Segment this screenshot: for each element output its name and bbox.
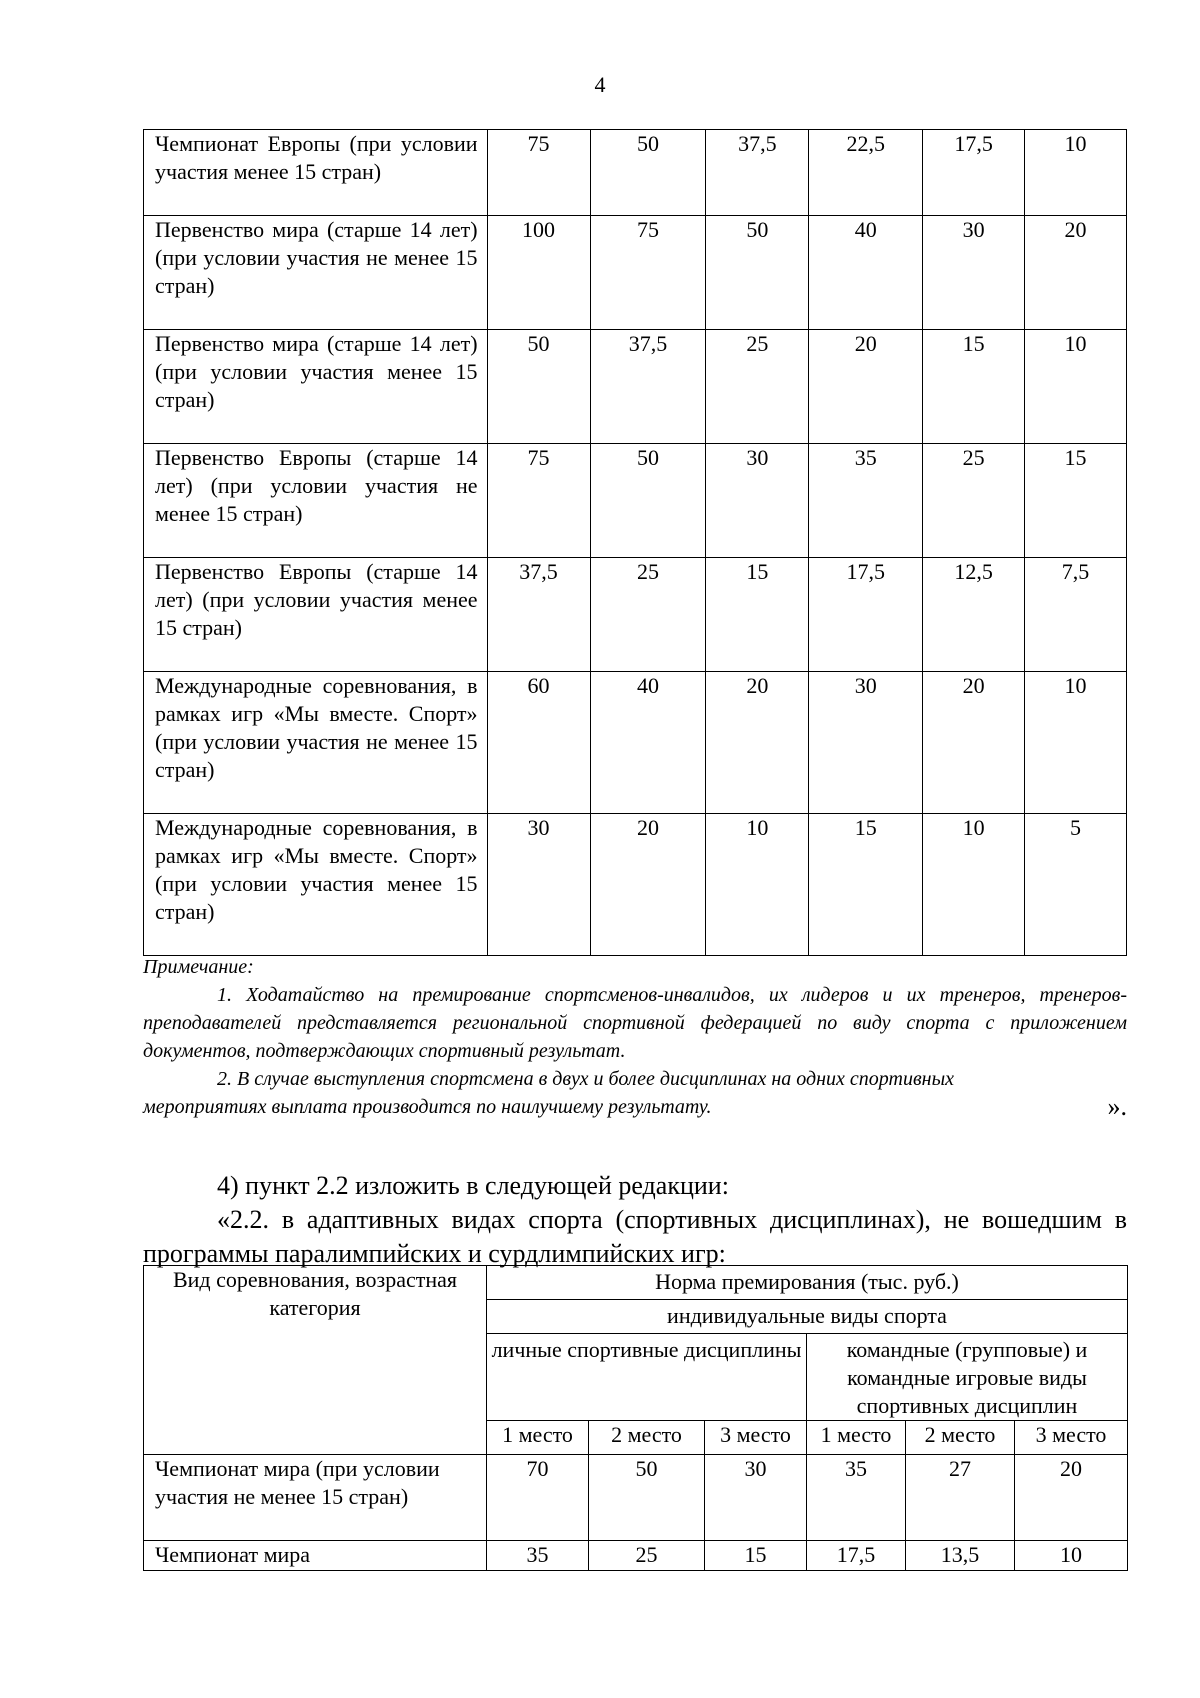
table-row	[144, 814, 1127, 956]
row-label: Международные соревнования, в рамках игр «Мы вместе. Спорт» (при условии участия менее 15 стран)	[144, 814, 488, 956]
value-cell: 70	[487, 1455, 589, 1541]
value-cell: 40	[809, 216, 923, 330]
header-place: 2 место	[589, 1421, 705, 1455]
header-team: командные (групповые) и командные игровые виды спортивных дисциплин	[807, 1334, 1128, 1421]
value-cell: 20	[590, 814, 706, 956]
value-cell: 13,5	[906, 1541, 1015, 1571]
header-competition: Вид соревнования, возрастная категория	[144, 1266, 487, 1455]
header-place: 2 место	[906, 1421, 1015, 1455]
header-norm: Норма премирования (тыс. руб.)	[487, 1266, 1128, 1300]
table-row	[144, 216, 1127, 330]
row-label: Чемпионат мира (при условии участия не менее 15 стран)	[144, 1455, 487, 1541]
header-individual: индивидуальные виды спорта	[487, 1300, 1128, 1334]
award-table-continued	[143, 129, 1127, 956]
row-label: Первенство Европы (старше 14 лет) (при условии участия менее 15 стран)	[144, 558, 488, 672]
note-item-2-line-1: 2. В случае выступления спортсмена в двух и более дисциплинах на одних спортивных	[217, 1068, 954, 1090]
value-cell: 30	[809, 672, 923, 814]
value-cell: 17,5	[807, 1541, 906, 1571]
value-cell: 15	[1025, 444, 1127, 558]
value-cell: 50	[487, 330, 590, 444]
value-cell: 25	[589, 1541, 705, 1571]
value-cell: 17,5	[923, 130, 1025, 216]
table-row	[144, 130, 1127, 216]
header-place: 3 место	[705, 1421, 807, 1455]
header-place: 1 место	[807, 1421, 906, 1455]
value-cell: 30	[706, 444, 809, 558]
value-cell: 15	[705, 1541, 807, 1571]
value-cell: 7,5	[1025, 558, 1127, 672]
value-cell: 20	[1025, 216, 1127, 330]
value-cell: 15	[809, 814, 923, 956]
value-cell: 50	[706, 216, 809, 330]
value-cell: 10	[706, 814, 809, 956]
paragraph-clause: «2.2. в адаптивных видах спорта (спортивных дисциплинах), не вошедшим в программы паралимпийских и сурдлимпийских игр:	[143, 1205, 1127, 1268]
table-row	[144, 444, 1127, 558]
value-cell: 12,5	[923, 558, 1025, 672]
paragraph-amendment: 4) пункт 2.2 изложить в следующей редакции:	[217, 1171, 729, 1200]
value-cell: 10	[1015, 1541, 1128, 1571]
row-label: Чемпионат мира	[144, 1541, 487, 1571]
value-cell: 60	[487, 672, 590, 814]
value-cell: 35	[807, 1455, 906, 1541]
header-place: 1 место	[487, 1421, 589, 1455]
row-label: Первенство мира (старше 14 лет) (при условии участия не менее 15 стран)	[144, 216, 488, 330]
row-label: Чемпионат Европы (при условии участия менее 15 стран)	[144, 130, 488, 216]
value-cell: 27	[906, 1455, 1015, 1541]
value-cell: 10	[1025, 330, 1127, 444]
value-cell: 75	[487, 444, 590, 558]
closing-quote: ».	[1107, 1092, 1127, 1121]
header-place: 3 место	[1015, 1421, 1128, 1455]
value-cell: 10	[1025, 130, 1127, 216]
value-cell: 35	[487, 1541, 589, 1571]
value-cell: 25	[590, 558, 706, 672]
page-number: 4	[594, 72, 606, 97]
value-cell: 20	[706, 672, 809, 814]
table-row	[144, 330, 1127, 444]
value-cell: 37,5	[706, 130, 809, 216]
row-label: Международные соревнования, в рамках игр «Мы вместе. Спорт» (при условии участия не менее 15 стран)	[144, 672, 488, 814]
value-cell: 20	[809, 330, 923, 444]
value-cell: 5	[1025, 814, 1127, 956]
value-cell: 37,5	[590, 330, 706, 444]
row-label: Первенство мира (старше 14 лет) (при условии участия менее 15 стран)	[144, 330, 488, 444]
value-cell: 22,5	[809, 130, 923, 216]
row-label: Первенство Европы (старше 14 лет) (при условии участия не менее 15 стран)	[144, 444, 488, 558]
table-row	[144, 558, 1127, 672]
value-cell: 40	[590, 672, 706, 814]
table-row	[144, 1541, 1128, 1571]
value-cell: 15	[923, 330, 1025, 444]
note-item-1: 1. Ходатайство на премирование спортсменов-инвалидов, их лидеров и их тренеров, тренеров-преподавателей представляется региональной спортивной федерацией по виду спорта с приложением документов, подтверждающих спортивный результат.	[143, 984, 1127, 1062]
value-cell: 30	[705, 1455, 807, 1541]
note-title: Примечание:	[143, 956, 254, 978]
value-cell: 30	[487, 814, 590, 956]
value-cell: 20	[1015, 1455, 1128, 1541]
award-table-adaptive	[143, 1265, 1128, 1571]
value-cell: 30	[923, 216, 1025, 330]
value-cell: 75	[487, 130, 590, 216]
value-cell: 35	[809, 444, 923, 558]
note-item-2-line-2: мероприятиях выплата производится по наилучшему результату.	[143, 1096, 712, 1118]
value-cell: 20	[923, 672, 1025, 814]
header-personal: личные спортивные дисциплины	[487, 1334, 807, 1421]
table-row	[144, 672, 1127, 814]
value-cell: 10	[1025, 672, 1127, 814]
table-row	[144, 1455, 1128, 1541]
value-cell: 10	[923, 814, 1025, 956]
value-cell: 17,5	[809, 558, 923, 672]
value-cell: 25	[923, 444, 1025, 558]
value-cell: 50	[589, 1455, 705, 1541]
value-cell: 37,5	[487, 558, 590, 672]
value-cell: 100	[487, 216, 590, 330]
value-cell: 50	[590, 444, 706, 558]
value-cell: 25	[706, 330, 809, 444]
table-note	[143, 953, 1127, 1121]
value-cell: 75	[590, 216, 706, 330]
value-cell: 50	[590, 130, 706, 216]
value-cell: 15	[706, 558, 809, 672]
